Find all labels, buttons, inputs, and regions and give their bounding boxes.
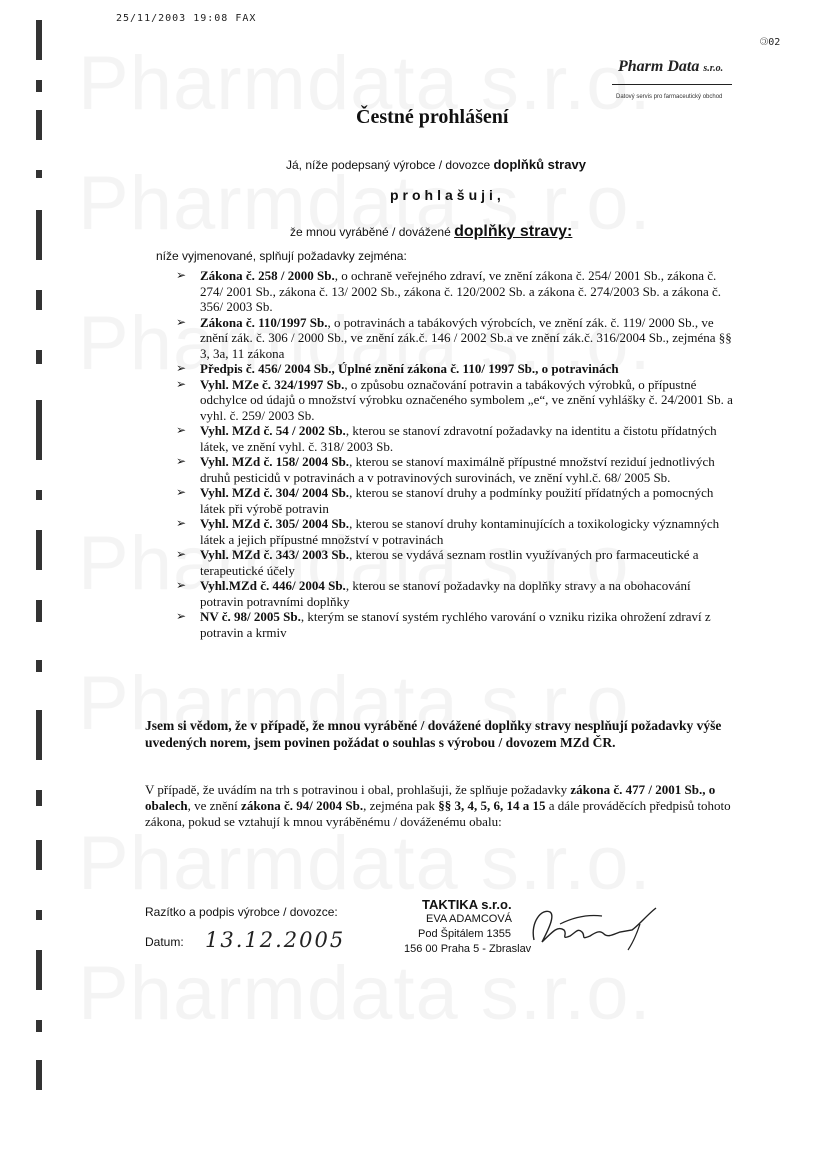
fax-edge-marks (36, 20, 44, 1140)
list-item: ➢ Vyhl. MZd č. 304/ 2004 Sb., kterou se stanoví druhy a podmínky použití přídatných a pomocných látek při výrobě potravin (176, 485, 714, 516)
list-item: ➢ Vyhl. MZd č. 343/ 2003 Sb., kterou se vydává seznam rostlin využívaných pro farmaceutické a terapeutické účely (176, 547, 699, 578)
company-logo (612, 58, 742, 108)
logo-tagline: Datový servis pro farmaceutický obchod (616, 94, 723, 100)
awareness-paragraph: Jsem si vědom, že v případě, že mnou vyráběné / dovážené doplňky stravy nesplňují požadavky výše uvedených norem, jsem povinen požádat o souhlas s výrobou / dovozem MZd ČR. (145, 718, 722, 750)
document-title: Čestné prohlášení (356, 106, 509, 128)
list-item: ➢ Vyhl. MZd č. 158/ 2004 Sb., kterou se stanoví maximálně přípustné množství reziduí jednotlivých druhů pesticidů v potravinách a v potravinových surovinách, ve znění vyhl.č. 68/ 2005 Sb. (176, 454, 715, 485)
stamp-city: 156 00 Praha 5 - Zbraslav (404, 943, 532, 955)
list-item: ➢ Vyhl. MZd č. 305/ 2004 Sb., kterou se stanoví druhy kontaminujících a toxikologicky významných látek a jejich přípustné množství v potravinách (176, 516, 720, 547)
packaging-paragraph: V případě, že uvádím na trh s potravinou i obal, prohlašuji, že splňuje požadavky zákona č. 477 / 2001 Sb., o obalech, ve znění zákona č. 94/ 2004 Sb., zejména pak §§ 3, 4, 5, 6, 14 a 15 a dále prováděcích předpisů tohoto zákona, pokud se vztahují k mnou vyráběnému / dováženému obalu: (145, 782, 731, 829)
list-item: ➢ Zákona č. 258 / 2000 Sb., o ochraně veřejného zdraví, ve znění zákona č. 254/ 2001 Sb., zákona č. 274/ 2001 Sb., zákona č. 13/ 2002 Sb., zákona č. 120/2002 Sb. a zákona č. 274/2003 Sb. a zákona č. 356/ 2003 Sb. (176, 268, 721, 314)
arrow-bullet-icon: ➢ (176, 578, 187, 592)
regulation-list (176, 268, 736, 640)
arrow-bullet-icon: ➢ (176, 609, 187, 623)
logo-mark: Pharm Data s.r.o. (618, 58, 724, 75)
list-item: ➢ Zákona č. 110/1997 Sb., o potravinách a tabákových výrobcích, ve znění zák. č. 119/ 2000 Sb., ve znění zák. č. 306 / 2000 Sb., ve znění zák.č. 146 / 2002 Sb.a ve znění zák.č. 316/2004 Sb., zejména §§ 3, 3a, 11 zákona (176, 314, 732, 361)
watermark-line (78, 820, 652, 907)
arrow-bullet-icon: ➢ (176, 423, 187, 437)
arrow-bullet-icon: ➢ (176, 314, 187, 329)
arrow-bullet-icon: ➢ (176, 268, 187, 282)
requirements-lead: níže vyjmenované, splňují požadavky zejména: (156, 249, 407, 263)
arrow-bullet-icon: ➢ (176, 454, 187, 468)
watermark-line (78, 950, 652, 1037)
list-item: ➢ Vyhl. MZe č. 324/1997 Sb., o způsobu označování potravin a tabákových výrobků, o přípustné odchylce od údajů o množství výrobku označeného symbolem „e“, ve znění vyhlášky č. 24/2001 Sb. a vyhl. č. 259/ 2003 Sb. (176, 376, 733, 423)
intro-line: Já, níže podepsaný výrobce / dovozce doplňků stravy (286, 157, 586, 172)
produced-line: že mnou vyráběné / dovážené doplňky stravy: (290, 223, 573, 240)
arrow-bullet-icon: ➢ (176, 485, 187, 499)
arrow-bullet-icon: ➢ (176, 361, 187, 375)
arrow-bullet-icon: ➢ (176, 376, 187, 391)
date-label: Datum: (145, 935, 184, 949)
stamp-street: Pod Špitálem 1355 (418, 928, 511, 940)
list-item: ➢ NV č. 98/ 2005 Sb., kterým se stanoví systém rychlého varování o vzniku rizika ohrožení zdraví z potravin a krmiv (176, 609, 711, 640)
stamp-company: TAKTIKA s.r.o. (422, 897, 512, 912)
list-item: ➢ Předpis č. 456/ 2004 Sb., Úplné znění zákona č. 110/ 1997 Sb., o potravinách (176, 361, 619, 376)
stamp-person: EVA ADAMCOVÁ (426, 913, 512, 925)
arrow-bullet-icon: ➢ (176, 547, 187, 561)
fax-header: 25/11/2003 19:08 FAX (116, 13, 257, 24)
company-stamp (404, 897, 531, 957)
list-item: ➢ Vyhl. MZd č. 54 / 2002 Sb., kterou se stanoví zdravotní požadavky na identitu a čistotu přídatných látek, ve znění vyhl. č. 318/ 2003 Sb. (176, 423, 717, 454)
arrow-bullet-icon: ➢ (176, 516, 187, 530)
handwritten-date: 13.12.2005 (205, 928, 346, 952)
fax-page-number: 🄯02 (760, 37, 781, 48)
handwritten-signature (520, 900, 670, 955)
stamp-signature-label: Razítko a podpis výrobce / dovozce: (145, 905, 338, 919)
declaration-word: prohlašuji, (390, 187, 505, 203)
list-item: ➢ Vyhl.MZd č. 446/ 2004 Sb., kterou se stanoví požadavky na doplňky stravy a na obohacování potravin potravními doplňky (176, 578, 691, 609)
